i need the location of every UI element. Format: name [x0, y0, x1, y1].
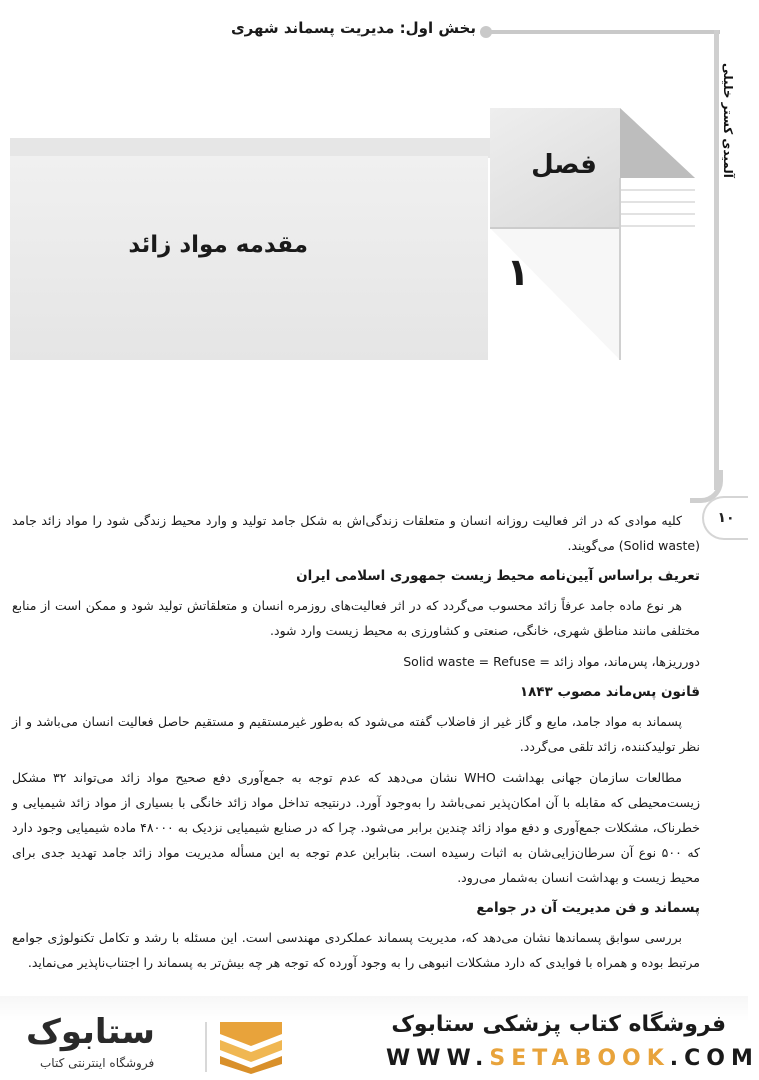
- subheading: پسماند و فن مدیریت آن در جوامع: [476, 900, 700, 916]
- chapter-number: ۱: [506, 250, 530, 294]
- section-title: بخش اول: مدیریت پسماند شهری: [230, 19, 476, 37]
- body-text: [12, 508, 700, 981]
- store-name: فروشگاه کتاب پزشکی ستابوک: [391, 1012, 726, 1037]
- url-prefix: WWW.: [386, 1046, 490, 1071]
- header-dot: [480, 26, 492, 38]
- chapter-banner: [10, 156, 488, 360]
- logo-separator: [205, 1022, 207, 1072]
- paragraph: کلیه موادی که در اثر فعالیت روزانه انسان و متعلقات زندگی‌اش به شکل جامد تولید و وارد محیط زندگی شود را مواد زائد جامد (Solid waste) می‌گویند.: [12, 513, 700, 553]
- subheading: تعریف براساس آیین‌نامه محیط زیست جمهوری اسلامی ایران: [296, 568, 700, 584]
- side-label: آلمیدی کستر خلیلی: [721, 62, 735, 178]
- subheading: قانون پس‌ماند مصوب ۱۸۴۳: [519, 684, 700, 700]
- paragraph: مطالعات سازمان جهانی بهداشت WHO نشان می‌دهد که عدم توجه به جمع‌آوری دفع صحیح مواد زائد می‌تواند ۳۲ مشکل زیست‌محیطی که مقابله با آن امکان‌پذیر نمی‌باشد را به‌وجود آورد. درنتیجه تداخل مواد زائد خانگی با بسیاری از مواد زائد شیمیایی و خطرناک، مشکلات جمع‌آوری و دفع مواد زائد چندین برابر می‌شود. چرا که در صنایع شیمیایی نزدیک به ۴۸۰۰۰ ماده شیمیایی وجود دارد که ۵۰۰ نوع آن سرطان‌زایی‌شان به اثبات رسیده است. بنابراین عدم توجه به این مسأله مدیریت مواد زائد جامد تهدید جدی برای محیط زیست و بهداشت انسان به‌شمار می‌رود.: [12, 770, 700, 885]
- logo-tagline: فروشگاه اینترنتی کتاب: [40, 1056, 155, 1070]
- chapter-title: مقدمه مواد زائد: [128, 232, 308, 258]
- chapter-label: فصل: [531, 150, 597, 180]
- header-rule: [488, 30, 720, 34]
- page-number: ۱۰: [702, 496, 748, 540]
- url-brand: SETABOOK: [489, 1046, 670, 1071]
- logo-wordmark: ستابوک: [26, 1012, 155, 1052]
- chapter-band-top: [10, 138, 490, 158]
- store-url[interactable]: [386, 1046, 759, 1071]
- paragraph: بررسی سوابق پسماندها نشان می‌دهد که، مدیریت پسماند عملکردی مهندسی است. این مسئله با رشد و تکامل تکنولوژی جوامع مرتبط بوده و همراه با فوایدی که دارد مشکلات انبوهی را به وجود آورده که توجه هر چه بیش‌تر به پسماند را اجتناب‌ناپذیر می‌نماید.: [12, 930, 700, 970]
- setabook-logo-icon: [216, 1016, 286, 1076]
- url-suffix: .COM: [669, 1046, 759, 1071]
- paragraph: پسماند به مواد جامد، مایع و گاز غیر از فاضلاب گفته می‌شود که به‌طور غیرمستقیم و مستقیم حاصل فعالیت انسان می‌باشد و از نظر تولیدکننده، زائد تلقی می‌گردد.: [12, 714, 700, 754]
- chapter-tab-graphic: [470, 98, 700, 368]
- paragraph: دورریزها، پس‌ماند، مواد زائد = Solid waste = Refuse: [403, 654, 700, 669]
- paragraph: هر نوع ماده جامد عرفاً زائد محسوب می‌گردد که در اثر فعالیت‌های روزمره انسان و متعلقاتش تولید شود و ممکن است از منابع مختلفی مانند مناطق شهری، خانگی، صنعتی و کشاورزی به محیط زیست وارد شود.: [12, 598, 700, 638]
